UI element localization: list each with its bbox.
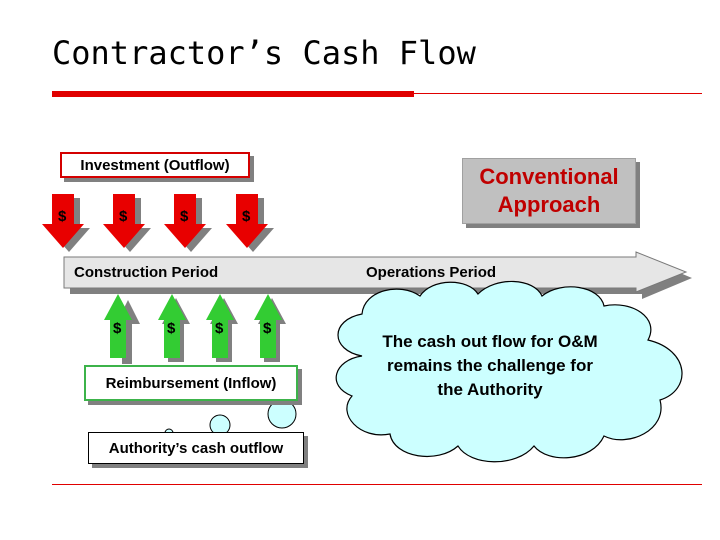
outflow-dollar: $ [119, 208, 128, 225]
inflow-dollar: $ [263, 320, 272, 337]
thought-bubble-large [268, 400, 296, 428]
outflow-dollar: $ [242, 208, 251, 225]
construction-period-label: Construction Period [74, 264, 219, 281]
reimbursement-inflow-label: Reimbursement (Inflow) [84, 365, 298, 401]
footer-rule [52, 484, 702, 485]
inflow-arrows [104, 294, 286, 364]
outflow-arrows [42, 194, 274, 252]
inflow-dollar: $ [215, 320, 224, 337]
outflow-dollar: $ [180, 208, 189, 225]
authority-cash-outflow-label: Authority’s cash outflow [88, 432, 304, 464]
outflow-dollar: $ [58, 208, 67, 225]
conventional-approach-label: Conventional Approach [462, 158, 636, 224]
operations-period-label: Operations Period [366, 264, 497, 281]
inflow-arrow [104, 294, 140, 364]
slide-title: Contractor’s Cash Flow [52, 34, 476, 72]
cloud-callout-text: The cash out flow for O&M remains the challenge for the Authority [382, 332, 598, 399]
inflow-dollar: $ [167, 320, 176, 337]
investment-outflow-label: Investment (Outflow) [60, 152, 250, 178]
inflow-dollar: $ [113, 320, 122, 337]
